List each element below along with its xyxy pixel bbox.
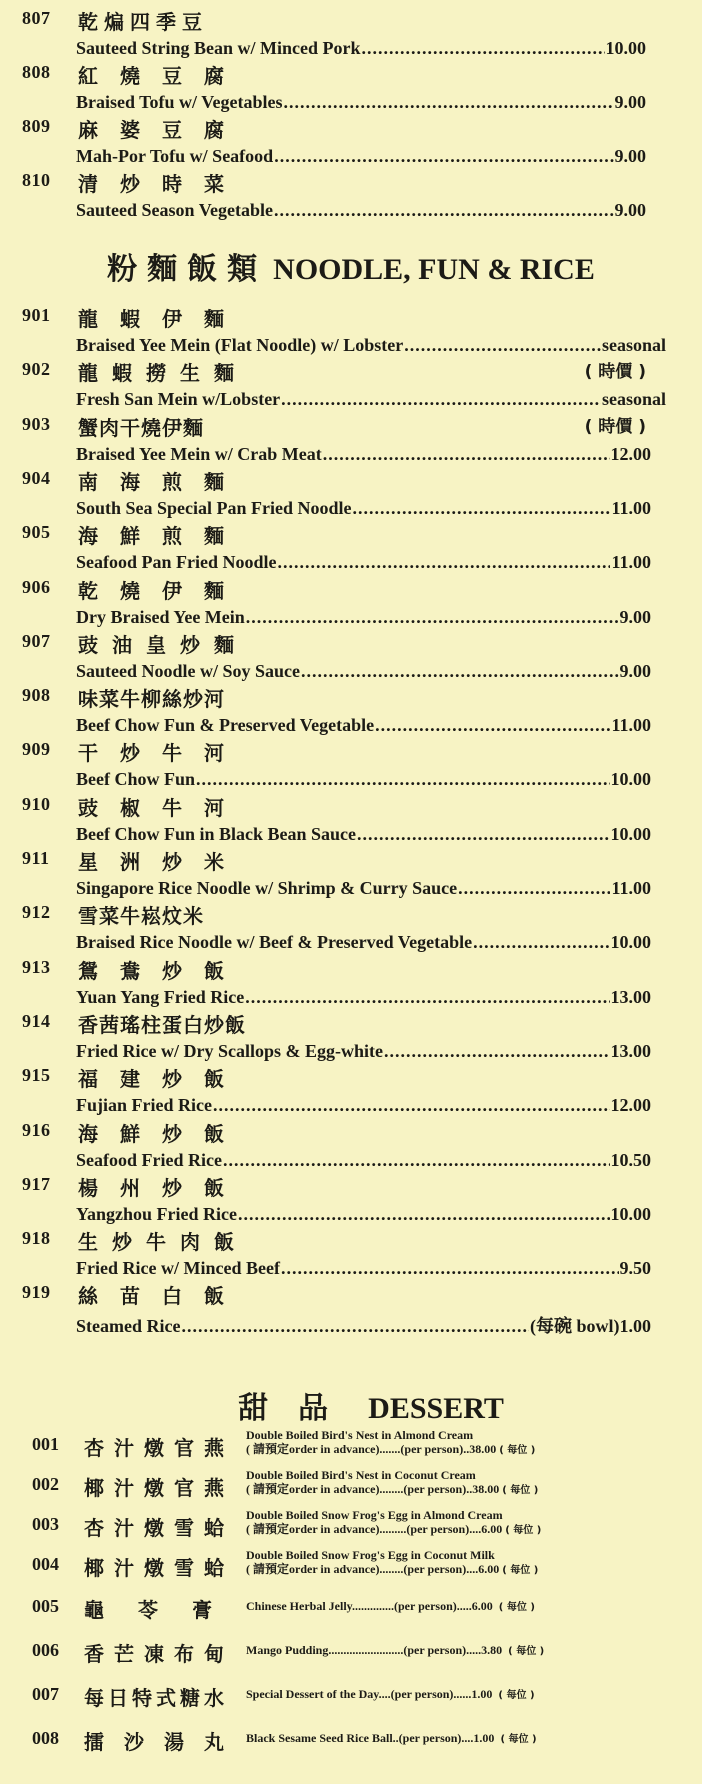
item-price: 11.00 <box>611 552 651 572</box>
item-price: 9.50 <box>619 1258 651 1278</box>
item-price: 9.00 <box>614 146 646 166</box>
item-english-name: Sauteed Season Vegetable <box>76 200 274 220</box>
item-chinese-name: 椰汁燉雪蛤 <box>84 1556 234 1580</box>
item-number: 911 <box>22 848 50 868</box>
item-chinese-name: 杏汁燉官燕 <box>84 1436 234 1460</box>
section-chinese-title: 甜品 <box>238 1391 359 1426</box>
item-english-name: Fresh San Mein w/Lobster <box>76 389 281 409</box>
item-chinese-name: 麻婆豆腐 <box>78 118 246 142</box>
item-english-name: Braised Tofu w/ Vegetables <box>76 92 283 112</box>
item-english-name: Braised Rice Noodle w/ Beef & Preserved Vegetable <box>76 932 473 952</box>
item-number: 905 <box>22 522 51 542</box>
item-order-note <box>246 1442 535 1458</box>
item-unit: ( 每位 ) <box>505 1525 542 1536</box>
item-chinese-name: 生炒牛肉飯 <box>78 1230 248 1254</box>
item-line <box>76 769 651 790</box>
item-line <box>76 878 651 899</box>
item-english-name: Beef Chow Fun <box>76 769 196 789</box>
item-line <box>76 498 651 519</box>
item-english-name: Sauteed Noodle w/ Soy Sauce <box>76 661 301 681</box>
item-chinese-name: 每日特式糖水 <box>84 1686 228 1710</box>
item-number: 919 <box>22 1282 51 1302</box>
item-price-line: ( 請預定order in advance).........(per person)....6.00 <box>246 1522 503 1536</box>
item-chinese-name: 絲苗白飯 <box>78 1284 246 1308</box>
item-english-name <box>246 1642 544 1658</box>
item-unit: ( 每位 ) <box>498 1602 535 1613</box>
item-price-line: ( 請預定order in advance)........(per person)....6.00 <box>246 1562 500 1576</box>
item-line <box>76 1204 651 1225</box>
item-number: 004 <box>32 1554 59 1574</box>
item-price: 9.00 <box>614 200 646 220</box>
item-english-name <box>246 1686 535 1702</box>
item-english-name: Beef Chow Fun & Preserved Vegetable <box>76 715 375 735</box>
item-english-name: Beef Chow Fun in Black Bean Sauce <box>76 824 357 844</box>
item-english-name: South Sea Special Pan Fried Noodle <box>76 498 352 518</box>
item-price: 13.00 <box>610 987 651 1007</box>
item-unit: ( 每位 ) <box>498 1690 535 1701</box>
item-price: 13.00 <box>610 1041 651 1061</box>
item-chinese-name: 南海煎麵 <box>78 470 246 494</box>
item-unit: ( 每位 ) <box>500 1734 537 1745</box>
item-chinese-name: 豉椒牛河 <box>78 796 246 820</box>
item-price: 11.00 <box>611 715 651 735</box>
item-price: 9.00 <box>619 661 651 681</box>
item-line <box>76 715 651 736</box>
item-chinese-name: 鴛鴦炒飯 <box>78 959 246 983</box>
item-english-name: Yuan Yang Fried Rice <box>76 987 245 1007</box>
item-chinese-name: 杏汁燉雪蛤 <box>84 1516 234 1540</box>
item-number: 918 <box>22 1228 51 1248</box>
item-chinese-name: 海鮮炒飯 <box>78 1122 246 1146</box>
item-chinese-name: 干炒牛河 <box>78 741 246 765</box>
item-number: 008 <box>32 1728 59 1748</box>
item-number: 916 <box>22 1120 51 1140</box>
item-price: 12.00 <box>610 444 651 464</box>
section-english-title: DESSERT <box>368 1392 504 1425</box>
item-number: 006 <box>32 1640 59 1660</box>
item-price: 10.50 <box>610 1150 651 1170</box>
item-number: 901 <box>22 305 51 325</box>
section-heading-dessert <box>0 1383 702 1427</box>
item-price: 11.00 <box>611 498 651 518</box>
item-chinese-name: 清炒時菜 <box>78 172 246 196</box>
item-chinese-name: 雪菜牛崧炆米 <box>78 904 204 928</box>
item-number: 005 <box>32 1596 59 1616</box>
item-chinese-name: 海鮮煎麵 <box>78 524 246 548</box>
item-number: 913 <box>22 957 51 977</box>
item-number: 007 <box>32 1684 59 1704</box>
item-english-name: Fried Rice w/ Dry Scallops & Egg-white <box>76 1041 383 1061</box>
item-english-name <box>246 1730 537 1746</box>
item-number: 909 <box>22 739 51 759</box>
item-number: 808 <box>22 62 51 82</box>
item-order-note <box>246 1482 538 1498</box>
item-number: 917 <box>22 1174 51 1194</box>
item-price: 10.00 <box>605 38 646 58</box>
item-chinese-name: 擂沙湯丸 <box>84 1730 244 1754</box>
item-price: 10.00 <box>610 1204 651 1224</box>
item-chinese-name: 龍蝦撈生麵 <box>78 361 248 385</box>
item-price-line: Special Dessert of the Day....(per person)......1.00 <box>246 1687 493 1701</box>
item-unit: ( 每位 ) <box>502 1565 539 1576</box>
item-price: 12.00 <box>610 1095 651 1115</box>
item-chinese-name: 龍蝦伊麵 <box>78 307 246 331</box>
item-english-name: Double Boiled Bird's Nest in Almond Cream <box>246 1428 474 1442</box>
item-chinese-name: 蟹肉干燒伊麵 <box>78 416 204 440</box>
item-english-name: Double Boiled Snow Frog's Egg in Almond Cream <box>246 1508 503 1522</box>
item-order-note <box>246 1522 541 1538</box>
item-english-name <box>246 1598 535 1614</box>
item-line <box>76 1150 651 1171</box>
item-english-name: Seafood Pan Fried Noodle <box>76 552 277 572</box>
item-chinese-name: 龜苓膏 <box>84 1598 246 1622</box>
item-price: 9.00 <box>614 92 646 112</box>
item-number: 910 <box>22 794 51 814</box>
item-line <box>76 444 651 465</box>
item-chinese-name: 香芒凍布甸 <box>84 1642 234 1666</box>
item-line <box>76 146 646 167</box>
item-line <box>76 824 651 845</box>
item-chinese-name: 星洲炒米 <box>78 850 246 874</box>
item-price-tag: ( 時價 ) <box>584 362 646 382</box>
item-unit: ( 每位 ) <box>502 1485 539 1496</box>
item-english-name: Seafood Fried Rice <box>76 1150 222 1170</box>
item-line <box>76 38 646 59</box>
item-english-name: Fujian Fried Rice <box>76 1095 212 1115</box>
section-heading-noodle <box>0 244 702 288</box>
item-line <box>76 389 666 410</box>
item-unit: ( 每位 ) <box>499 1445 536 1456</box>
item-number: 003 <box>32 1514 59 1534</box>
item-price: 10.00 <box>610 824 651 844</box>
item-english-name: Braised Yee Mein w/ Crab Meat <box>76 444 322 464</box>
item-english-name: Sauteed String Bean w/ Minced Pork <box>76 38 361 58</box>
item-price-line: Black Sesame Seed Rice Ball..(per person)....1.00 <box>246 1731 495 1745</box>
item-chinese-name: 福建炒飯 <box>78 1067 246 1091</box>
item-line <box>76 200 646 221</box>
item-price: seasonal <box>601 335 666 355</box>
item-number: 915 <box>22 1065 51 1085</box>
item-english-name: Singapore Rice Noodle w/ Shrimp & Curry Sauce <box>76 878 458 898</box>
item-number: 809 <box>22 116 51 136</box>
item-number: 001 <box>32 1434 59 1454</box>
item-price: seasonal <box>601 389 666 409</box>
item-number: 914 <box>22 1011 51 1031</box>
item-chinese-name: 香茜瑤柱蛋白炒飯 <box>78 1013 246 1037</box>
item-english-name: Steamed Rice <box>76 1316 181 1336</box>
item-chinese-name: 乾煸四季豆 <box>78 10 208 34</box>
item-price-line: Chinese Herbal Jelly..............(per person).....6.00 <box>246 1599 493 1613</box>
item-chinese-name: 乾燒伊麵 <box>78 579 246 603</box>
item-price-tag: ( 時價 ) <box>584 417 646 437</box>
item-english-name: Fried Rice w/ Minced Beef <box>76 1258 280 1278</box>
item-number: 908 <box>22 685 51 705</box>
item-line <box>76 1312 651 1338</box>
item-chinese-name: 椰汁燉官燕 <box>84 1476 234 1500</box>
item-price-line: Mango Pudding.........................(per person).....3.80 <box>246 1643 503 1657</box>
item-price: 9.00 <box>619 607 651 627</box>
item-number: 903 <box>22 414 51 434</box>
item-price-line: ( 請預定order in advance)........(per person)..38.00 <box>246 1482 500 1496</box>
section-chinese-title: 粉麵飯類 <box>107 252 268 287</box>
item-unit: ( 每位 ) <box>508 1646 545 1657</box>
item-english-name: Dry Braised Yee Mein <box>76 607 245 627</box>
item-number: 904 <box>22 468 51 488</box>
item-line <box>76 1095 651 1116</box>
item-english-name: Yangzhou Fried Rice <box>76 1204 237 1224</box>
item-number: 912 <box>22 902 51 922</box>
item-line <box>76 1041 651 1062</box>
item-price-line: ( 請預定order in advance).......(per person)..38.00 <box>246 1442 497 1456</box>
item-english-name: Mah-Por Tofu w/ Seafood <box>76 146 274 166</box>
item-number: 810 <box>22 170 51 190</box>
item-price: 10.00 <box>610 769 651 789</box>
item-line <box>76 552 651 573</box>
item-number: 807 <box>22 8 51 28</box>
item-line <box>76 335 666 356</box>
item-price: (每碗 bowl)1.00 <box>530 1316 651 1336</box>
item-price: 11.00 <box>611 878 651 898</box>
item-english-name: Braised Yee Mein (Flat Noodle) w/ Lobster <box>76 335 404 355</box>
item-number: 002 <box>32 1474 59 1494</box>
section-english-title: NOODLE, FUN & RICE <box>273 253 595 286</box>
item-number: 907 <box>22 631 51 651</box>
item-number: 902 <box>22 359 51 379</box>
item-line <box>76 92 646 113</box>
item-line <box>76 1258 651 1279</box>
item-line <box>76 932 651 953</box>
item-order-note <box>246 1562 538 1578</box>
item-price: 10.00 <box>610 932 651 952</box>
item-chinese-name: 豉油皇炒麵 <box>78 633 248 657</box>
item-line <box>76 661 651 682</box>
item-chinese-name: 紅燒豆腐 <box>78 64 246 88</box>
item-english-name: Double Boiled Bird's Nest in Coconut Cream <box>246 1468 476 1482</box>
item-line <box>76 607 651 628</box>
item-english-name: Double Boiled Snow Frog's Egg in Coconut Milk <box>246 1548 495 1562</box>
item-chinese-name: 楊州炒飯 <box>78 1176 246 1200</box>
item-chinese-name: 味菜牛柳絲炒河 <box>78 687 225 711</box>
item-line <box>76 987 651 1008</box>
item-number: 906 <box>22 577 51 597</box>
